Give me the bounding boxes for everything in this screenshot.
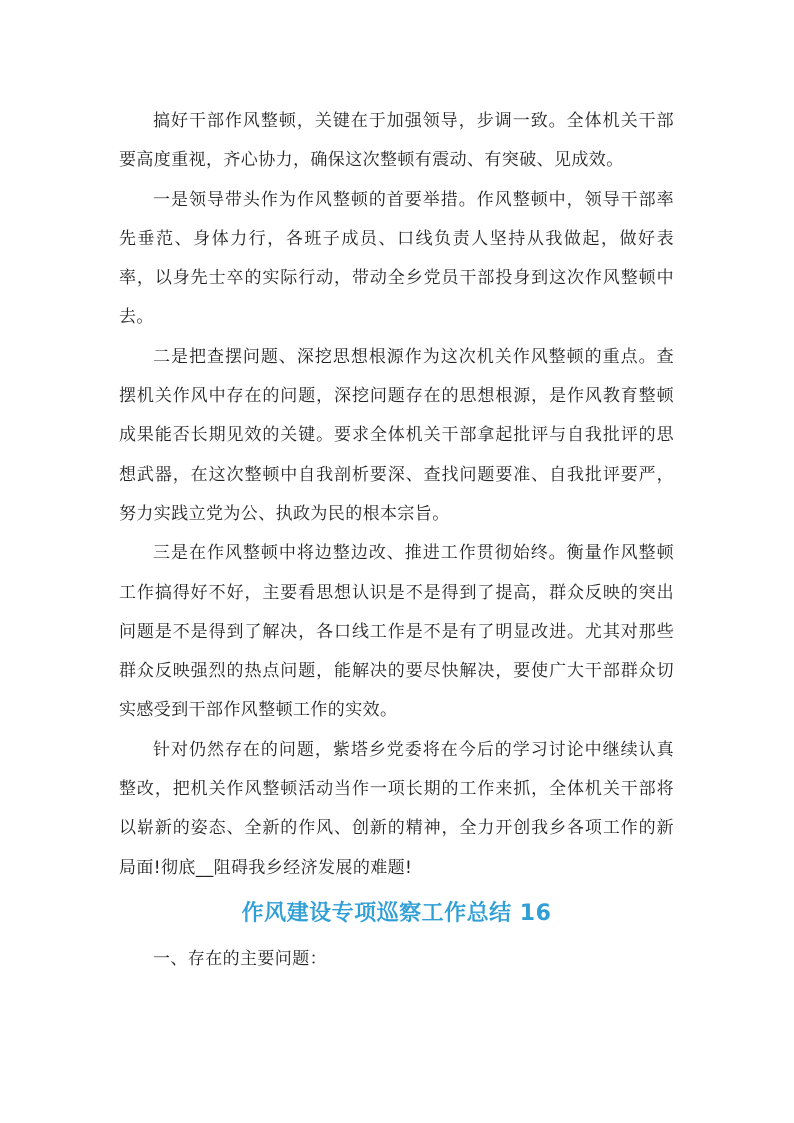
- section-title: 作风建设专项巡察工作总结 16: [241, 900, 552, 926]
- paragraph-point-two: 二是把查摆问题、深挖思想根源作为这次机关作风整顿的重点。查摆机关作风中存在的问题，深挖问题存在的思想根源，是作风教育整顿成果能否长期见效的关键。要求全体机关干部拿起批评与自我批评的思想武器，在这次整顿中自我剖析要深、查找问题要准、自我批评要严，努力实践立党为公、执政为民的根本宗旨。: [119, 346, 674, 524]
- paragraph-leadership: 搞好干部作风整顿，关键在于加强领导，步调一致。全体机关干部要高度重视，齐心协力，确保这次整顿有震动、有突破、见成效。: [119, 111, 674, 171]
- document-body: [119, 102, 674, 979]
- paragraph-point-one: 一是领导带头作为作风整顿的首要举措。作风整顿中，领导干部率先垂范、身体力行，各班子成员、口线负责人坚持从我做起，做好表率，以身先士卒的实际行动，带动全乡党员干部投身到这次作风整顿中去。: [119, 189, 674, 328]
- paragraph-conclusion: 针对仍然存在的问题，紫塔乡党委将在今后的学习讨论中继续认真整改，把机关作风整顿活动当作一项长期的工作来抓，全体机关干部将以崭新的姿态、全新的作风、创新的精神，全力开创我乡各项工作的新局面!彻底__阻碍我乡经济发展的难题!: [119, 739, 674, 878]
- section-subheading: 一、存在的主要问题：: [153, 948, 327, 969]
- paragraph-point-three: 三是在作风整顿中将边整边改、推进工作贯彻始终。衡量作风整顿工作搞得好不好，主要看思想认识是不是得到了提高，群众反映的突出问题是不是得到了解决，各口线工作是不是有了明显改进。尤其对那些群众反映强烈的热点问题，能解决的要尽快解决，要使广大干部群众切实感受到干部作风整顿工作的实效。: [119, 543, 674, 721]
